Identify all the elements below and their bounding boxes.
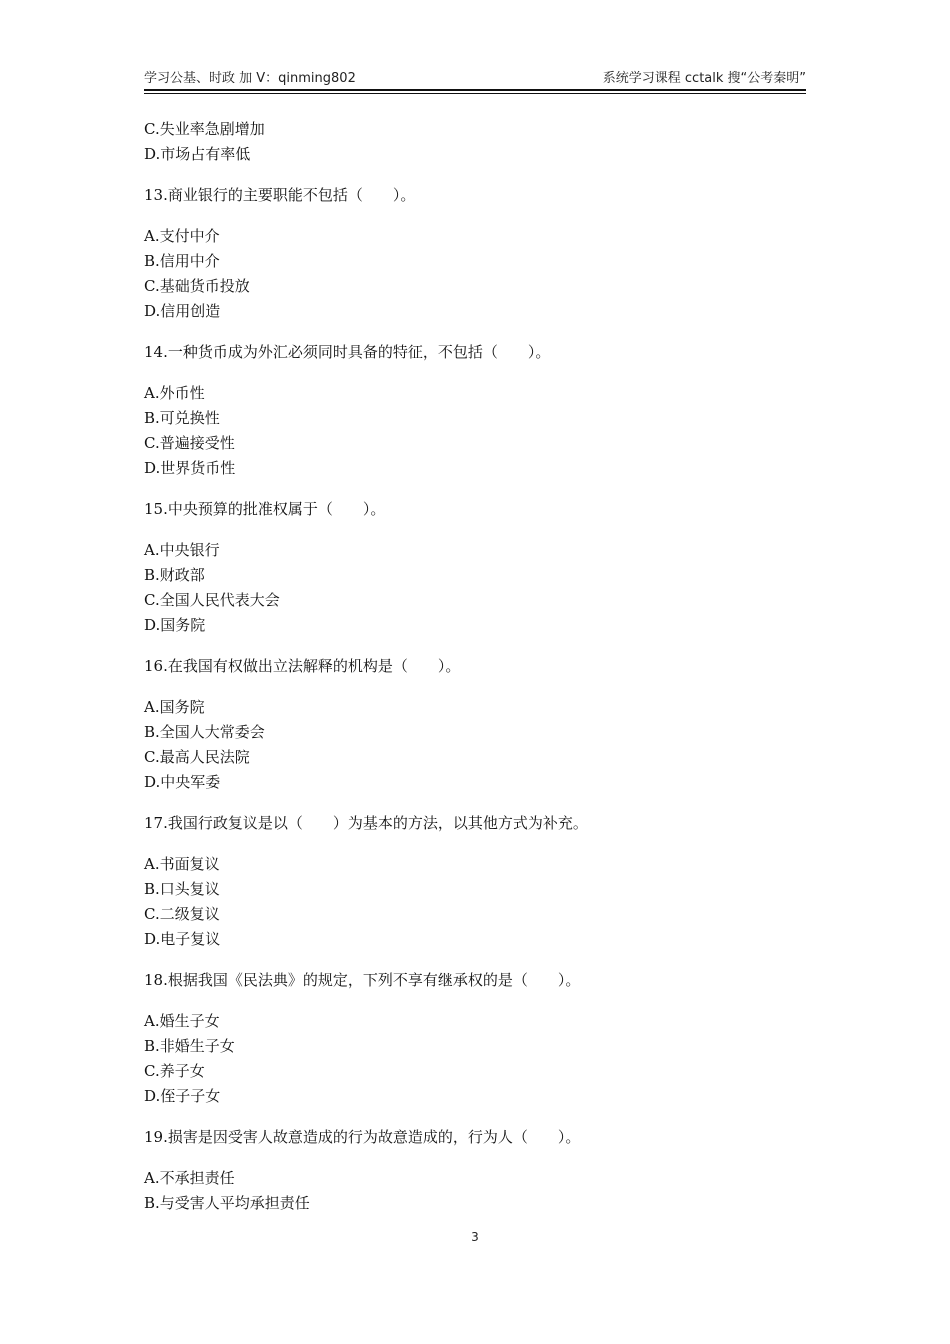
question-text: 15.中央预算的批准权属于（ ）。 [144, 500, 386, 518]
option-line: C.二级复议 [144, 905, 220, 923]
question-text: 16.在我国有权做出立法解释的机构是（ ）。 [144, 657, 461, 675]
option-line: A.支付中介 [144, 227, 220, 245]
option-line: D.中央军委 [144, 773, 221, 791]
option-line: A.外币性 [144, 384, 205, 402]
question-text: 13.商业银行的主要职能不包括（ ）。 [144, 186, 416, 204]
page-number: 3 [471, 1230, 479, 1244]
option-line: A.不承担责任 [144, 1169, 235, 1187]
option-line: C.全国人民代表大会 [144, 591, 280, 609]
option-line: B.全国人大常委会 [144, 723, 265, 741]
option-line: B.非婚生子女 [144, 1037, 235, 1055]
option-line: D.侄子子女 [144, 1087, 221, 1105]
option-line: C.失业率急剧增加 [144, 120, 265, 138]
option-line: B.财政部 [144, 566, 205, 584]
option-line: A.书面复议 [144, 855, 220, 873]
option-line: C.最高人民法院 [144, 748, 250, 766]
option-line: B.信用中介 [144, 252, 220, 270]
option-line: B.与受害人平均承担责任 [144, 1194, 310, 1212]
document-body [144, 117, 806, 1216]
question-15 [144, 497, 806, 638]
continued-options [144, 117, 806, 167]
question-16 [144, 654, 806, 795]
option-line: D.世界货币性 [144, 459, 236, 477]
option-line: C.基础货币投放 [144, 277, 250, 295]
option-line: D.电子复议 [144, 930, 221, 948]
question-13 [144, 183, 806, 324]
option-line: B.可兑换性 [144, 409, 220, 427]
option-line: A.中央银行 [144, 541, 220, 559]
header-divider-thin [144, 93, 806, 94]
question-text: 18.根据我国《民法典》的规定，下列不享有继承权的是（ ）。 [144, 971, 581, 989]
question-19 [144, 1125, 806, 1216]
option-line: D.信用创造 [144, 302, 221, 320]
question-18 [144, 968, 806, 1109]
option-line: C.普遍接受性 [144, 434, 235, 452]
question-text: 14.一种货币成为外汇必须同时具备的特征，不包括（ ）。 [144, 343, 551, 361]
question-14 [144, 340, 806, 481]
option-line: C.养子女 [144, 1062, 205, 1080]
option-line: A.婚生子女 [144, 1012, 220, 1030]
option-line: D.市场占有率低 [144, 145, 251, 163]
option-line: A.国务院 [144, 698, 205, 716]
header-divider-thick [144, 89, 806, 91]
page-header [144, 70, 806, 94]
header-right-text: 系统学习课程 cctalk 搜“公考秦明” [602, 71, 806, 86]
header-left-text: 学习公基、时政 加 V：qinming802 [144, 71, 356, 86]
question-text: 17.我国行政复议是以（ ）为基本的方法，以其他方式为补充。 [144, 814, 588, 832]
option-line: D.国务院 [144, 616, 206, 634]
question-text: 19.损害是因受害人故意造成的行为故意造成的，行为人（ ）。 [144, 1128, 581, 1146]
question-17 [144, 811, 806, 952]
option-line: B.口头复议 [144, 880, 220, 898]
